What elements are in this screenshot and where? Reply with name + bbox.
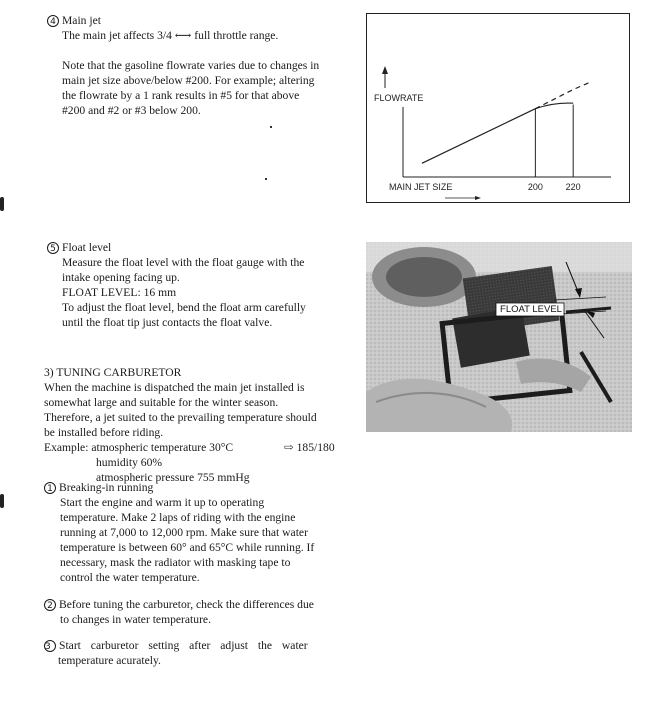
- note-line: Note that the gasoline flowrate varies due to changes in: [62, 59, 320, 72]
- example-label: Example: atmospheric temperature 30°C: [44, 441, 234, 454]
- step-number: 3: [44, 640, 56, 652]
- float-line: intake opening facing up.: [62, 271, 180, 284]
- x-tick-label-200: 200: [527, 182, 543, 192]
- float-level-photo-label: FLOAT LEVEL: [500, 304, 562, 315]
- main-jet-note: [62, 58, 352, 118]
- float-gauge-photo: [366, 242, 632, 432]
- note-line: main jet size above/below #200. For example; altering: [62, 74, 315, 87]
- series-line-dashed: [535, 81, 592, 108]
- step-line: Before tuning the carburetor, check the differences due: [59, 598, 314, 611]
- y-axis-arrow-head: [382, 66, 388, 74]
- note-line: the flowrate by a 1 rank results in #5 for that above: [62, 89, 300, 102]
- humidity-line: humidity 60%: [96, 456, 163, 469]
- main-jet-title: Main jet: [62, 14, 101, 27]
- series-line-solid: [422, 103, 573, 163]
- x-axis-label: MAIN JET SIZE: [389, 182, 453, 192]
- tuning-line: Therefore, a jet suited to the prevailing temperature should: [44, 411, 317, 424]
- step-heading: [44, 480, 349, 495]
- tuning-section: [44, 365, 349, 485]
- float-line: Measure the float level with the float gauge with the: [62, 256, 305, 269]
- step-line: Start carburetor setting after adjust the water: [59, 639, 308, 652]
- print-speck: [265, 178, 267, 180]
- step-line: Start the engine and warm it up to operating: [60, 496, 265, 509]
- example-line: [44, 440, 349, 455]
- photo-illustration: [366, 242, 632, 432]
- tuning-line: somewhat large and suitable for the winter season.: [44, 396, 279, 409]
- step-line: to changes in water temperature.: [60, 613, 211, 626]
- main-jet-intro: The main jet affects 3/4 ⟷ full throttle range.: [62, 29, 279, 42]
- chart-canvas: [367, 14, 631, 204]
- print-speck: [270, 126, 272, 128]
- float-line: until the float tip just contacts the float valve.: [62, 316, 273, 329]
- float-level-section: [47, 240, 352, 255]
- step-heading: [44, 597, 349, 612]
- binding-mark: [0, 494, 4, 508]
- float-spec: FLOAT LEVEL: 16 mm: [62, 286, 177, 299]
- step-line: necessary, mask the radiator with masking tape to: [60, 556, 291, 569]
- float-line: To adjust the float level, bend the float arm carefully: [62, 301, 306, 314]
- example-result: ⇨ 185/180: [284, 441, 335, 454]
- float-level-body: [62, 255, 352, 330]
- step-check-differences: [44, 597, 349, 627]
- float-level-title: Float level: [62, 241, 112, 254]
- step-line: temperature acurately.: [58, 654, 161, 667]
- step-breaking-in: [44, 480, 349, 495]
- tuning-line: be installed before riding.: [44, 426, 164, 439]
- step-title: Breaking-in running: [59, 481, 154, 494]
- step-breaking-in-body: [60, 495, 346, 585]
- step-water-temp: [44, 638, 349, 668]
- flowrate-chart: [366, 13, 630, 203]
- step-line: running at 7,000 to 12,000 rpm. Make sure that water: [60, 526, 308, 539]
- step-line: temperature is between 60° and 65°C while running. If: [60, 541, 315, 554]
- tuning-heading: 3) TUNING CARBURETOR: [44, 366, 182, 379]
- step-number: 2: [44, 599, 56, 611]
- step-line: control the water temperature.: [60, 571, 200, 584]
- main-jet-heading: [47, 13, 352, 28]
- step-number: 4: [47, 15, 59, 27]
- x-axis-arrow-head: [475, 196, 481, 200]
- step-line: temperature. Make 2 laps of riding with the engine: [60, 511, 296, 524]
- y-axis-label: FLOWRATE: [374, 93, 424, 103]
- x-tick-label-220: 220: [565, 182, 581, 192]
- step-heading: [44, 638, 349, 653]
- float-level-heading: [47, 240, 352, 255]
- pressure-line: atmospheric pressure 755 mmHg: [96, 471, 250, 484]
- main-jet-section: [47, 13, 352, 43]
- tuning-line: When the machine is dispatched the main jet installed is: [44, 381, 305, 394]
- note-line: #200 and #2 or #3 below 200.: [62, 104, 201, 117]
- step-number: 5: [47, 242, 59, 254]
- step-number: 1: [44, 482, 56, 494]
- binding-mark: [0, 197, 4, 211]
